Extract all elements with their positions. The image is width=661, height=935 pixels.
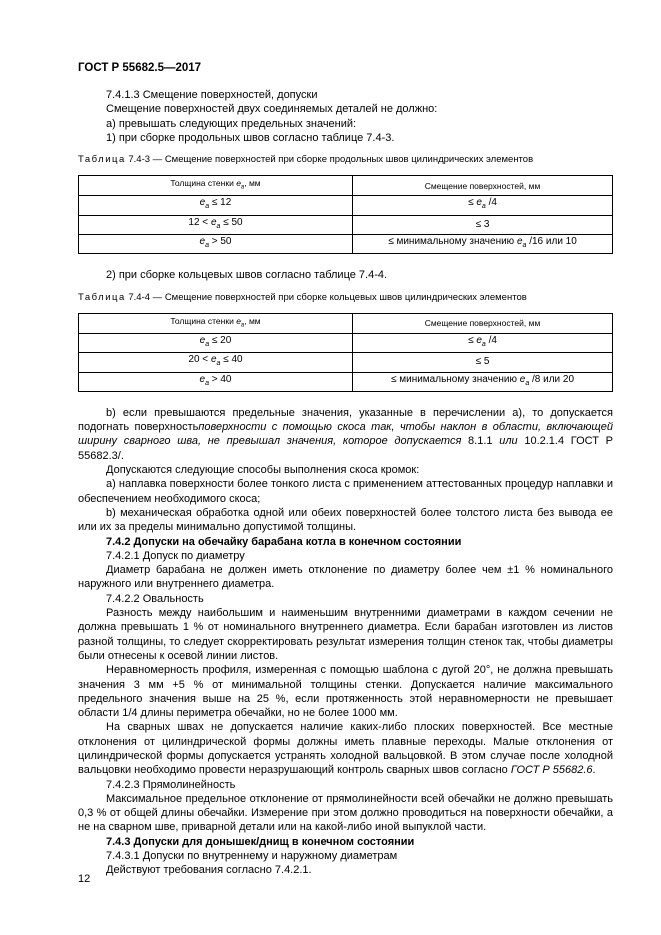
page-number: 12 [78,873,91,885]
paragraph: а) превышать следующих предельных значений: [106,117,357,130]
table-cell: $e_a > 50$ [79,235,353,254]
paragraph: b) механическая обработка одной или обеих поверхностей более толстого листа без вывода ее или их за пределы минимально допустимой толщины. [78,506,613,534]
paragraph: Смещение поверхностей двух соединяемых деталей не должно: [106,103,438,116]
table-cell: $12 < e_a \le 50$ [79,215,353,234]
table-row [79,215,613,234]
paragraph: На сварных швах не допускается наличие каких-либо плоских поверхностей. Все местные отклонения от цилиндрической формы должны иметь плавные переходы. Малые отклонения от цилиндрической формы допускается устранять холодной вальцовкой. В этом случае после холодной вальцовки необходимо провести неразрушающий контроль сварных швов согласно ГОСТ Р 55682.6. [78,721,613,777]
table-header-cell: Толщина стенки $e_a$, мм [79,313,353,333]
section-heading: 7.4.2 Допуски на обечайку барабана котла в конечном состоянии [106,535,462,548]
table-row [79,372,613,391]
table-header-cell: Смещение поверхностей, мм [353,313,613,333]
table-cell: $e_a \le 12$ [79,196,353,215]
table-caption-prefix: Таблица [78,291,126,303]
table-cell: ≤ минимальному значению $e_a$ /8 или 20 [353,372,613,391]
table-cell: ≤ минимальному значению $e_a$ /16 или 10 [353,235,613,254]
paragraph: Разность между наибольшим и наименьшим внутренними диаметрами в каждом сечении не должна превышать 1 % от номинального внутреннего диаметра. Если барабан изготовлен из листов разной толщины, то следует скорректировать результат измерения толщин стенок так, чтобы диаметры были отнесены к осевой линии листов. [78,607,613,662]
data-table-1 [78,175,613,254]
table-header-row [79,176,613,196]
table-header-cell: Смещение поверхностей, мм [353,176,613,196]
table-cell: ≤ 5 [353,353,613,372]
table-row [79,333,613,352]
paragraph: 7.4.1.3 Смещение поверхностей, допуски [106,89,318,101]
section-heading: 7.4.3 Допуски для донышек/днищ в конечном состоянии [106,835,415,848]
table-row [79,235,613,254]
paragraph: а) наплавка поверхности более тонкого листа с применением аттестованных процедур наплавки и обеспечением необходимого скоса; [78,478,613,505]
paragraph: 7.4.2.3 Прямолинейность [106,778,236,791]
paragraph: Максимальное предельное отклонение от прямолинейности всей обечайки не должно превышать 0,3 % от общей длины обечайки. Измерение при этом должно проводиться на поверхности обечайки, а не на сварном шве, приварной детали или на какой-либо иной выпуклой части. [78,792,613,834]
paragraph: Допускаются следующие способы выполнения скоса кромок: [106,464,420,477]
table-caption: Таблица 7.4-3 — Смещение поверхностей при сборке продольных швов цилиндрических элементов [78,154,534,166]
table-row [79,196,613,215]
table-header-row [79,313,613,333]
paragraph: 7.4.2.2 Овальность [106,592,204,605]
table-cell: $e_a > 40$ [79,372,353,391]
table-cell: $e_a \le 20$ [79,333,353,352]
table-cell: ≤ $e_a$ /4 [353,333,613,352]
data-table-2 [78,313,613,392]
table-cell: ≤ 3 [353,215,613,234]
paragraph: Действуют требования согласно 7.4.2.1. [106,864,312,877]
document-header: ГОСТ Р 55682.5—2017 [78,62,202,74]
table-caption-prefix: Таблица [78,154,126,166]
paragraph: Неравномерность профиля, измеренная с помощью шаблона с дугой 20°, не должна превышать значения 3 мм +5 % от минимальной толщины стенки. Допускается наличие максимального предельного значения выше на 25 %, если протяженность этой неравномерности не превышает области 1/4 длины периметра обечайки, но не более 1000 мм. [78,664,613,720]
paragraph: 1) при сборке продольных швов согласно таблице 7.4-3. [106,131,395,144]
table-cell: ≤ $e_a$ /4 [353,196,613,215]
table-header-cell: Толщина стенки $e_a$, мм [79,176,353,196]
table-row [79,353,613,372]
table-cell: $20 < e_a \le 40$ [79,353,353,372]
paragraph: 2) при сборке кольцевых швов согласно таблице 7.4-4. [106,269,388,282]
paragraph: b) если превышаются предельные значения, указанные в перечислении а), то допускается подогнать поверхностьповерхности с помощью скоса так, чтобы наклон в области, включающей ширину сварного шва, не превышал значения, которое допускается 8.1.1 или 10.2.1.4 ГОСТ Р 55682.3/. [78,406,613,462]
paragraph: 7.4.2.1 Допуск по диаметру [106,549,245,562]
paragraph: 7.4.3.1 Допуски по внутреннему и наружному диаметрам [106,850,398,863]
document-body [78,88,613,878]
table-caption: Таблица 7.4-4 — Смещение поверхностей при сборке кольцевых швов цилиндрических элементов [78,291,527,303]
paragraph: Диаметр барабана не должен иметь отклонение по диаметру более чем ±1 % номинального наружного или внутреннего диаметра. [78,564,613,591]
